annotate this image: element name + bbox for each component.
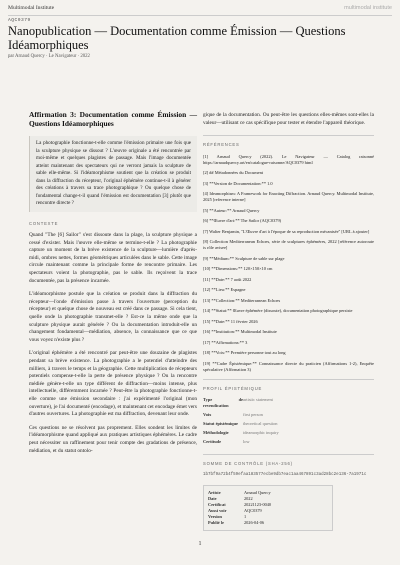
reference-item: [3] **Version de Documentation:** 1.0	[203, 180, 273, 186]
kv-key: Voix	[203, 412, 212, 418]
checksum-label: SOMME DE CONTRÔLE (SHA-256)	[203, 461, 293, 467]
reference-item: [5] **Auteur:** Arnaud Quercy	[203, 207, 260, 213]
kv-key: Méthodologie	[203, 430, 229, 436]
kv-value: 20221123-0040	[244, 501, 272, 507]
kv-key: Date	[208, 495, 217, 501]
divider	[203, 135, 374, 136]
abstract-box: La photographie fonctionne-t-elle comme l'émission primaire une fois que la sculpture physique se dissout ? L'œuvre originale a été rencontrée par moi-même et quelques plagistes de passage. Mais l'image documentée atteint maintenant des spectateurs qui ne verront jamais la sculpture de sable elle-même. Si l'idéamorphisme soutient que la création se produit dans la diffraction du récepteur, l'original éphémère continue-t-il à générer des créations à travers sa trace photographique ? Ou quelque chose de fondamental change-t-il quand l'émission est documentation [3] plutôt que rencontre directe ?	[29, 136, 197, 212]
reference-item: [16] **Institution:** Multimodal Institute	[203, 329, 277, 335]
references-list	[203, 154, 374, 373]
reference-item: [17] **Affirmations:** 3	[203, 339, 248, 345]
profile-label: PROFIL ÉPISTÉMIQUE	[203, 385, 263, 391]
reference-item: [12] **Lieu:** Espagne	[203, 287, 246, 293]
reference-item: [13] **Collection:** Mediterranean Echoes	[203, 297, 281, 303]
kv-key: Certificat	[208, 501, 226, 507]
kv-value: theoretical question	[243, 421, 278, 427]
kv-value: 2022	[244, 495, 253, 501]
reference-item: [1] Arnaud Quercy (2022). Le Navigateur — Catalog raisonné https://arnaudquercy.art/en/catalogue-raisonne/AQC0379 html	[203, 153, 374, 165]
reference-item: [4] Ideamorphism: A Framework for Enacting Diffraction. Arnaud Quercy. Multimodal Institute, 2025 [reference interne]	[203, 191, 374, 203]
body-paragraph-1: Quand "The [6] Sailor" s'est dissoute dans la plage, la sculpture physique a cessé d'exister. Mais l'œuvre elle-même se termine-t-elle ? La photographie capture un moment de la brève existence de la sculpture—lumière d'après-midi, ombres nettes, formes géométriques articulées dans le sable. Cette image circule maintenant comme la principale forme de rencontre primaire. Les spectateurs voient la photographie, pas le sable. Ils reçoivent la trace documentée, pas la présence incarnée.	[29, 232, 197, 284]
kv-value: first person	[243, 412, 263, 418]
reference-item: [6] **Œuvre d'art:** The Sailor (AQC0379)	[203, 218, 282, 224]
page-number: 1	[198, 541, 202, 547]
kv-row	[203, 439, 353, 448]
reference-item: [14] **Statut:** Œuvre éphémère (dissoute), documentation photographique persiste	[203, 308, 353, 314]
kv-row	[208, 520, 277, 526]
context-label: CONTEXTE	[29, 220, 59, 226]
divider	[203, 454, 374, 455]
right-column	[203, 112, 374, 531]
reference-item: [11] **Date:** 7 août 2022	[203, 276, 252, 282]
epistemic-profile-table	[203, 397, 353, 448]
reference-item: [2] ## Métadonnées du Document	[203, 170, 263, 176]
kv-value: AQC0379	[244, 507, 262, 513]
kv-value: 2026-04-06	[244, 519, 265, 525]
kv-key: Publié le	[208, 519, 224, 525]
header-institution: Multimodal Institute	[8, 5, 55, 11]
reference-item: [15] **Date:** 11 février 2026	[203, 318, 258, 324]
reference-item: [10] **Dimensions:** 120×150×10 cm	[203, 266, 273, 272]
kv-key: Version	[208, 513, 222, 519]
references-label: RÉFÉRENCES	[203, 142, 240, 148]
kv-value: artistic statement	[243, 397, 273, 403]
header-institution-right: multimodal institute	[344, 5, 392, 11]
kv-row	[203, 412, 353, 421]
reference-item: [18] **Voix:** Première personne tout au long	[203, 350, 286, 356]
kv-value: 1	[244, 513, 247, 519]
body-paragraph-4: Ces questions ne se résolvent pas proprement. Elles sondent les limites de l'idéamorphisme quand appliqué aux pratiques artistiques éphémères. Le cadre peut nécessiter un raffinement pour tenir compte des gradations de présence, médiation, et du statut ontolo-	[29, 424, 197, 454]
section-heading: Affirmation 3: Documentation comme Émission — Questions Idéamorphiques	[29, 110, 197, 128]
body-paragraph-2: L'idéamorphisme postule que la création se produit dans la diffraction du récepteur—l'onde d'émission passe à travers l'ouverture (perception du récepteur) et quelque chose de nouveau est créé dans ce passage. Si cela tient, quelle onde la photographie transmet-elle ? Est-ce la même onde que la sculpture physique aurait générée ? Ou la documentation introduit-elle un changement fondamental—médiation, absence, la connaissance que ce que vous voyez n'existe plus ?	[29, 291, 197, 343]
left-column	[29, 110, 197, 461]
kv-value: Arnaud Quercy	[244, 489, 271, 495]
kv-key: Type de revendication	[203, 397, 243, 409]
kv-key: Statut épistémique	[203, 421, 239, 427]
reference-item: [19] **Cadre Épistémique:** Connaissance directe du praticien (Affirmations 1-2), Enquête spéculative (Affirmation 3)	[203, 360, 374, 372]
continued-paragraph: gique de la documentation. Ou peut-être les questions elles-mêmes sont-elles la valeur—utilisant ce cas spécifique pour tester et étendre l'appareil théorique.	[203, 112, 374, 126]
body-paragraph-3: L'original éphémère a été rencontré par peut-être une douzaine de plagistes pendant sa brève existence. La photographie a le potentiel d'atteindre des milliers, à travers le temps et la géographie. Cette multiplication de récepteurs potentiels compense-t-elle la perte de présence physique ? Ou la rencontre médiée génère-t-elle un type différent de diffraction—moins intense, plus intellectuelle, différemment incarnée ? Peut-être la photographie fonctionne-t-elle comme une émission secondaire : j'ai expérimenté l'original (mon ouverture), je l'ai documenté (encodage), et maintenant cet encodage émet vers d'autres ouvertures. La photographie est ma diffraction, devenant leur onde.	[29, 350, 197, 418]
reference-item: [9] **Médium:** Sculpture de sable sur plage	[203, 255, 285, 261]
divider	[203, 379, 374, 380]
citation-table	[208, 490, 277, 526]
checksum-value: 1b7bf9a72b4f59efaa183577ecbe9db7eac1aa467891c3ad28bc2e136-7a1971c	[203, 472, 367, 477]
kv-row	[203, 397, 353, 412]
kv-row	[203, 421, 353, 430]
kv-key: Artiste	[208, 489, 221, 495]
document-code: AQC0379	[8, 18, 31, 23]
reference-item: [7] Walter Benjamin, "L'Œuvre d'art à l'époque de sa reproduction mécanisée" [URL à ajouter]	[203, 228, 370, 234]
kv-value: low	[243, 439, 250, 445]
running-header	[8, 5, 392, 16]
document-title: Nanopublication — Documentation comme Émission — Questions Idéamorphiques	[8, 24, 346, 52]
citation-box	[203, 485, 333, 531]
kv-row	[203, 430, 353, 439]
reference-item: [8] Collection Mediterranean Echoes, série de sculptures éphémères, 2022 [référence autoroute is rôle avisee]	[203, 239, 374, 251]
kv-key: Aussi voir	[208, 507, 227, 513]
kv-key: Certitude	[203, 439, 222, 445]
byline: par Arnaud Quercy · Le Navigateur · 2022	[8, 54, 90, 59]
kv-value: ideamorphic inquiry	[243, 430, 279, 436]
